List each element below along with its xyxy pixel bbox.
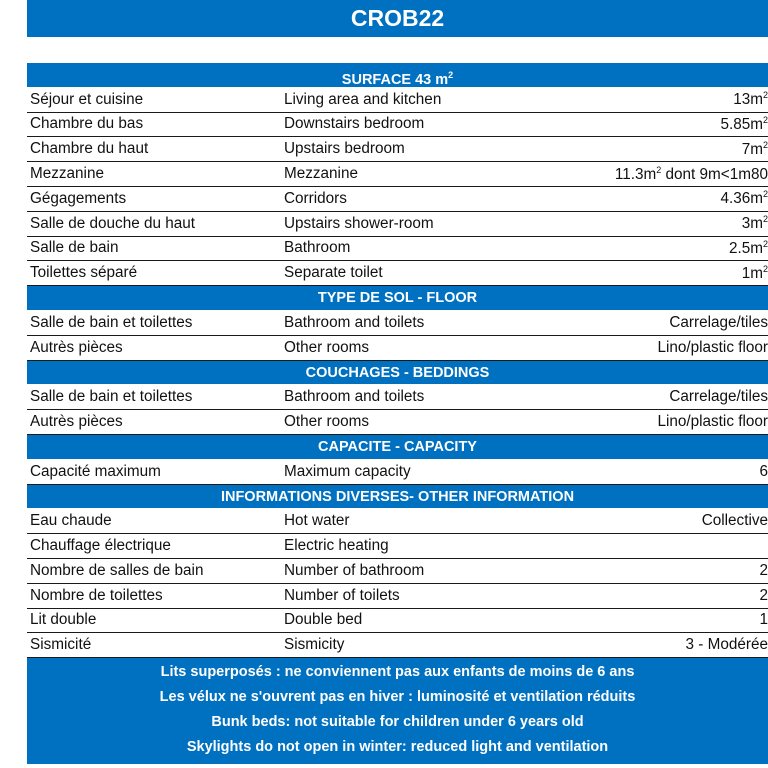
table-row <box>27 609 768 634</box>
section-header <box>27 286 768 311</box>
value-text: 1m <box>741 264 763 282</box>
table-row <box>27 534 768 559</box>
label-french: Eau chaude <box>30 512 112 530</box>
label-french: Salle de bain <box>30 239 119 257</box>
label-french: Nombre de salles de bain <box>30 561 204 579</box>
info-sheet <box>27 63 768 764</box>
table-row <box>27 88 768 113</box>
row-value <box>554 611 768 629</box>
value-text: 3 - Modérée <box>685 636 768 654</box>
section-header <box>27 361 768 386</box>
value-text: 3m <box>741 215 763 233</box>
row-value <box>554 165 768 184</box>
label-english: Hot water <box>284 512 350 530</box>
label-english: Other rooms <box>284 413 370 431</box>
label-french: Mezzanine <box>30 165 104 183</box>
label-english: Maximum capacity <box>284 462 411 480</box>
label-french: Capacité maximum <box>30 462 161 480</box>
value-text: 4.36m <box>720 190 763 208</box>
label-english: Electric heating <box>284 537 389 555</box>
section-header <box>27 435 768 460</box>
table-row <box>27 584 768 609</box>
value-text: Lino/plastic floor <box>657 338 768 356</box>
table-row <box>27 237 768 262</box>
table-row <box>27 509 768 534</box>
label-english: Number of bathroom <box>284 561 425 579</box>
value-text: 2 <box>759 586 768 604</box>
label-french: Salle de bain et toilettes <box>30 388 193 406</box>
value-text: Collective <box>701 512 768 530</box>
label-french: Chambre du bas <box>30 115 144 133</box>
value-text: 11.3m <box>614 165 657 183</box>
row-value <box>554 140 768 159</box>
table-row <box>27 187 768 212</box>
section-header-label: TYPE DE SOL - FLOOR <box>317 290 478 307</box>
row-value <box>554 388 768 406</box>
label-english: Living area and kitchen <box>284 90 442 108</box>
label-french: Lit double <box>30 611 97 629</box>
row-value <box>554 314 768 332</box>
value-superscript: 2 <box>762 238 768 249</box>
label-english: Sismicity <box>284 636 345 654</box>
footer-notes <box>27 658 768 764</box>
table-row <box>27 559 768 584</box>
label-english: Bathroom and toilets <box>284 313 425 331</box>
row-value <box>554 189 768 208</box>
label-french: Sismicité <box>30 636 92 654</box>
value-superscript: 2 <box>762 139 768 150</box>
section-header <box>27 485 768 510</box>
row-value <box>554 214 768 233</box>
table-row <box>27 261 768 286</box>
footer-note: Bunk beds: not suitable for children under 6 years old <box>211 714 584 731</box>
value-text: 1 <box>759 611 768 629</box>
value-text: Carrelage/tiles <box>669 313 768 331</box>
value-text: 2 <box>759 561 768 579</box>
value-superscript: 2 <box>762 263 768 274</box>
table-row <box>27 460 768 485</box>
value-text: 2.5m <box>728 240 763 258</box>
label-french: Salle de bain et toilettes <box>30 313 193 331</box>
label-english: Mezzanine <box>284 165 358 183</box>
label-french: Chauffage électrique <box>30 537 171 555</box>
footer-note: Lits superposés : ne conviennent pas aux enfants de moins de 6 ans <box>160 664 635 681</box>
page-title: CROB22 <box>27 0 768 37</box>
row-value <box>554 562 768 580</box>
label-english: Upstairs shower-room <box>284 214 434 232</box>
label-french: Salle de douche du haut <box>30 214 196 232</box>
section-header-superscript: 2 <box>448 70 454 80</box>
value-superscript: 2 <box>762 90 768 101</box>
section-header <box>27 63 768 88</box>
label-french: Chambre du haut <box>30 140 149 158</box>
section-header-label: CAPACITE - CAPACITY <box>318 438 477 455</box>
row-value <box>554 413 768 431</box>
label-english: Downstairs bedroom <box>284 115 425 133</box>
value-text: 13m <box>733 91 763 109</box>
label-french: Séjour et cuisine <box>30 90 144 108</box>
table-row <box>27 162 768 187</box>
section-header-label: SURFACE 43 m <box>341 71 449 88</box>
section-header-label: INFORMATIONS DIVERSES- OTHER INFORMATION <box>220 488 575 505</box>
table-row <box>27 212 768 237</box>
label-english: Number of toilets <box>284 586 400 604</box>
footer-note: Skylights do not open in winter: reduced light and ventilation <box>186 739 609 756</box>
table-row <box>27 311 768 336</box>
table-row <box>27 137 768 162</box>
row-value <box>554 90 768 109</box>
row-value <box>554 463 768 481</box>
table-row <box>27 113 768 138</box>
footer-note: Les vélux ne s'ouvrent pas en hiver : luminosité et ventilation réduits <box>159 689 636 706</box>
table-row <box>27 633 768 658</box>
table-row <box>27 385 768 410</box>
value-text: 6 <box>759 462 768 480</box>
label-french: Autrès pièces <box>30 338 123 356</box>
value-detail: dont 9m<1m80 <box>661 165 768 183</box>
label-french: Toilettes séparé <box>30 264 138 282</box>
row-value <box>554 239 768 258</box>
label-english: Corridors <box>284 189 347 207</box>
value-text: Carrelage/tiles <box>669 388 768 406</box>
label-english: Separate toilet <box>284 264 383 282</box>
label-english: Other rooms <box>284 338 370 356</box>
label-english: Bathroom and toilets <box>284 388 425 406</box>
table-row <box>27 410 768 435</box>
section-header-label: COUCHAGES - BEDDINGS <box>305 364 490 381</box>
row-value <box>554 339 768 357</box>
value-text: Lino/plastic floor <box>657 413 768 431</box>
value-superscript: 2 <box>762 114 768 125</box>
label-french: Gégagements <box>30 189 127 207</box>
table-row <box>27 336 768 361</box>
value-superscript: 2 <box>762 214 768 225</box>
value-text: 5.85m <box>720 116 763 134</box>
value-superscript: 2 <box>762 189 768 200</box>
label-english: Bathroom <box>284 239 351 257</box>
label-english: Double bed <box>284 611 363 629</box>
label-english: Upstairs bedroom <box>284 140 405 158</box>
label-french: Nombre de toilettes <box>30 586 163 604</box>
row-value <box>554 115 768 134</box>
label-french: Autrès pièces <box>30 413 123 431</box>
row-value <box>554 264 768 283</box>
row-value <box>554 587 768 605</box>
value-superscript: 2 <box>656 164 662 175</box>
value-text: 7m <box>741 140 763 158</box>
row-value <box>554 512 768 530</box>
row-value <box>554 636 768 654</box>
